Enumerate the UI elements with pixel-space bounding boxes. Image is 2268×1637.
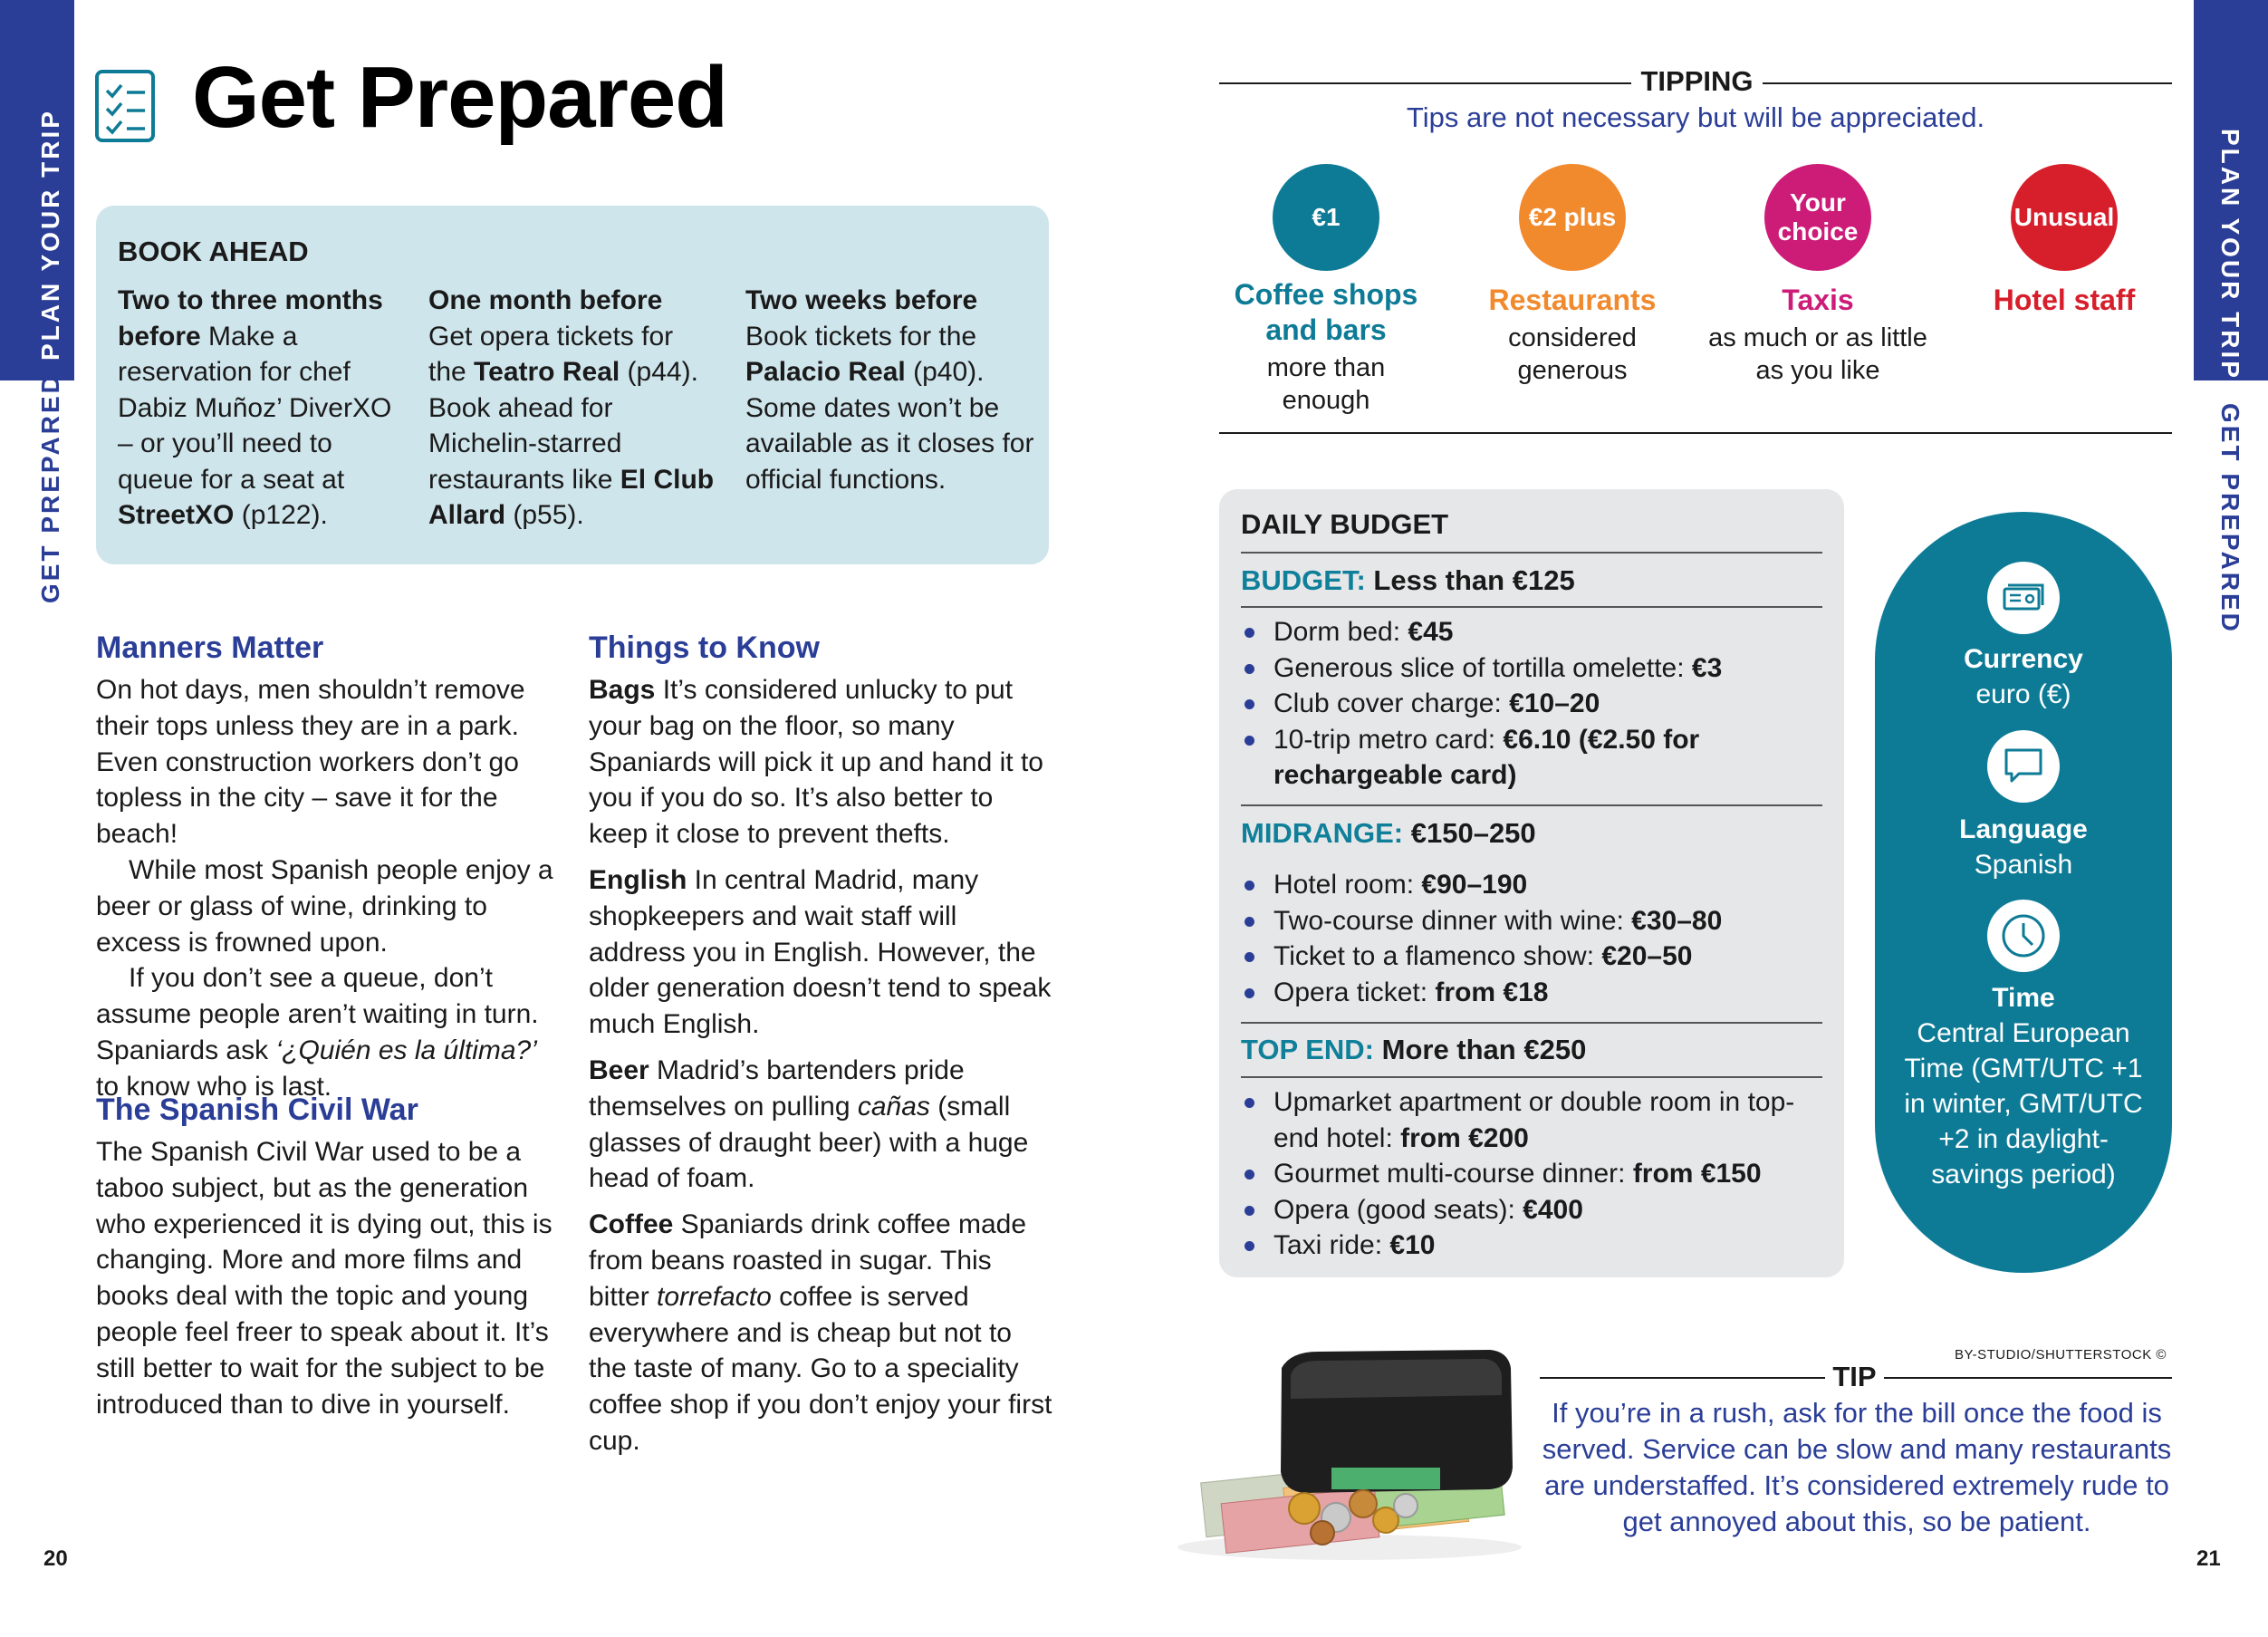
side-label-plan-your-trip-left: PLAN YOUR TRIP bbox=[36, 109, 64, 361]
tipping-bottom-rule bbox=[1219, 432, 2172, 434]
checklist-icon bbox=[94, 69, 159, 145]
clock-icon bbox=[1987, 900, 2060, 972]
book-ahead-title: BOOK AHEAD bbox=[118, 236, 309, 267]
manners-heading: Manners Matter bbox=[96, 631, 324, 665]
list-item: Opera ticket: from €18 bbox=[1241, 975, 1821, 1011]
list-item: Ticket to a flamenco show: €20–50 bbox=[1241, 939, 1821, 975]
budget-tier-top-end: TOP END: More than €250 bbox=[1241, 1034, 1587, 1065]
tip-rule-right bbox=[1884, 1377, 2172, 1379]
tipping-rule-left bbox=[1219, 82, 1631, 84]
tipping-subtitle: Tips are not necessary but will be appreciated. bbox=[1406, 101, 1985, 133]
wallet-image bbox=[1168, 1332, 1531, 1567]
tipping-desc-restaurants: considered generous bbox=[1508, 323, 1637, 385]
page-title: Get Prepared bbox=[192, 49, 727, 146]
budget-rule-4 bbox=[1241, 1022, 1822, 1024]
page-number-left: 20 bbox=[43, 1546, 68, 1571]
tip-text: If you’re in a rush, ask for the bill once the food is served. Service can be slow and many restaurants are understaffed. It’s considered extremely rude to get annoyed about this, so be patient. bbox=[1542, 1397, 2172, 1537]
budget-list-midrange bbox=[1241, 867, 1821, 1010]
list-item: Gourmet multi-course dinner: from €150 bbox=[1241, 1156, 1812, 1192]
budget-rule-1 bbox=[1241, 552, 1822, 554]
tip-heading: TIP bbox=[1832, 1361, 1877, 1392]
currency-fact: Currency euro (€) bbox=[1964, 644, 2083, 709]
side-label-get-prepared-left: GET PREPARED bbox=[36, 372, 64, 603]
things-text: Bags It’s considered unlucky to put your bag on the floor, so many Spaniards will pick it up and hand it to you if you do so. It’s also better to keep it close to prevent thefts. English In central Madrid, many shopkeepers and wait staff will address you in English. However, the older generation doesn’t tend to speak much English. Beer Madrid’s bartenders pride themselves on pulling cañas (small glasses of draught beer) with a huge head of foam. Coffee Spaniards drink coffee made from beans roasted in sugar. This bitter torrefacto coffee is served everywhere and is cheap but not to the taste of many. Go to a speciality coffee shop if you don’t enjoy your first cup. bbox=[589, 675, 1052, 1456]
list-item: Opera (good seats): €400 bbox=[1241, 1192, 1812, 1228]
tipping-desc-coffee: more than enough bbox=[1266, 353, 1386, 415]
tipping-label-hotel: Hotel staff bbox=[1993, 284, 2136, 316]
tipping-desc-taxis: as much or as little as you like bbox=[1708, 323, 1927, 385]
side-label-get-prepared-right: GET PREPARED bbox=[2216, 403, 2244, 634]
tipping-label-coffee: Coffee shops and bars bbox=[1234, 278, 1418, 346]
civil-war-text: The Spanish Civil War used to be a taboo subject, but as the generation who experienced it is dying out, this is changing. More and more films and books deal with the topic and young people feel freer to speak about it. It’s still better to wait for the subject to be introduced than to dive in yourself. bbox=[96, 1137, 553, 1420]
list-item: Generous slice of tortilla omelette: €3 bbox=[1241, 650, 1821, 687]
budget-tier-midrange: MIDRANGE: €150–250 bbox=[1241, 817, 1536, 849]
daily-budget-title: DAILY BUDGET bbox=[1241, 508, 1449, 540]
budget-rule-5 bbox=[1241, 1076, 1822, 1078]
list-item: Two-course dinner with wine: €30–80 bbox=[1241, 903, 1821, 939]
tipping-label-restaurants: Restaurants bbox=[1488, 284, 1657, 316]
book-ahead-col-3: Two weeks before Book tickets for the Palacio Real (p40). Some dates won’t be available as it closes for official functions. bbox=[745, 285, 1034, 495]
things-heading: Things to Know bbox=[589, 631, 820, 665]
tipping-badge-hotel: Unusual bbox=[2011, 164, 2118, 271]
banknote-icon bbox=[1987, 562, 2060, 634]
tip-rule-left bbox=[1540, 1377, 1825, 1379]
speech-bubble-icon bbox=[1987, 730, 2060, 803]
budget-list-budget bbox=[1241, 614, 1821, 794]
list-item: Upmarket apartment or double room in top-end hotel: from €200 bbox=[1241, 1084, 1812, 1156]
tipping-heading: TIPPING bbox=[1640, 65, 1754, 97]
tipping-badge-coffee: €1 bbox=[1273, 164, 1379, 271]
image-credit: BY-STUDIO/SHUTTERSTOCK © bbox=[1955, 1347, 2167, 1363]
list-item: Dorm bed: €45 bbox=[1241, 614, 1821, 650]
language-fact: Language Spanish bbox=[1959, 814, 2088, 880]
budget-tier-budget: BUDGET: Less than €125 bbox=[1241, 564, 1575, 596]
budget-list-top-end bbox=[1241, 1084, 1812, 1264]
list-item: Taxi ride: €10 bbox=[1241, 1228, 1812, 1264]
budget-rule-3 bbox=[1241, 804, 1822, 806]
tipping-label-taxis: Taxis bbox=[1782, 284, 1854, 316]
book-ahead-col-2: One month before Get opera tickets for the Teatro Real (p44). Book ahead for Michelin-starred restaurants like El Club Allard (p55). bbox=[428, 285, 715, 530]
tipping-badge-taxis: Your choice bbox=[1764, 164, 1871, 271]
tipping-rule-right bbox=[1763, 82, 2172, 84]
budget-rule-2 bbox=[1241, 606, 1822, 608]
page-number-right: 21 bbox=[2196, 1546, 2221, 1571]
civil-war-heading: The Spanish Civil War bbox=[96, 1093, 418, 1127]
list-item: Club cover charge: €10–20 bbox=[1241, 686, 1821, 722]
list-item: 10-trip metro card: €6.10 (€2.50 for rechargeable card) bbox=[1241, 722, 1821, 794]
book-ahead-col-1: Two to three months before Make a reservation for chef Dabiz Muñoz’ DiverXO – or you’ll need to queue for a seat at StreetXO (p122). bbox=[118, 285, 392, 530]
tipping-badge-restaurants: €2 plus bbox=[1519, 164, 1626, 271]
manners-text: On hot days, men shouldn’t remove their tops unless they are in a park. Even construction workers don’t go topless in the city – save it for the beach! While most Spanish people enjoy a beer or glass of wine, drinking to excess is frowned upon. If you don’t see a queue, don’t assume people aren’t waiting in turn. Spaniards ask ‘¿Quién es la última?’ to know who is last. bbox=[96, 675, 553, 1102]
list-item: Hotel room: €90–190 bbox=[1241, 867, 1821, 903]
time-fact: Time Central European Time (GMT/UTC +1 in winter, GMT/UTC +2 in daylight-savings period) bbox=[1904, 983, 2143, 1189]
side-label-plan-your-trip-right: PLAN YOUR TRIP bbox=[2216, 129, 2244, 380]
